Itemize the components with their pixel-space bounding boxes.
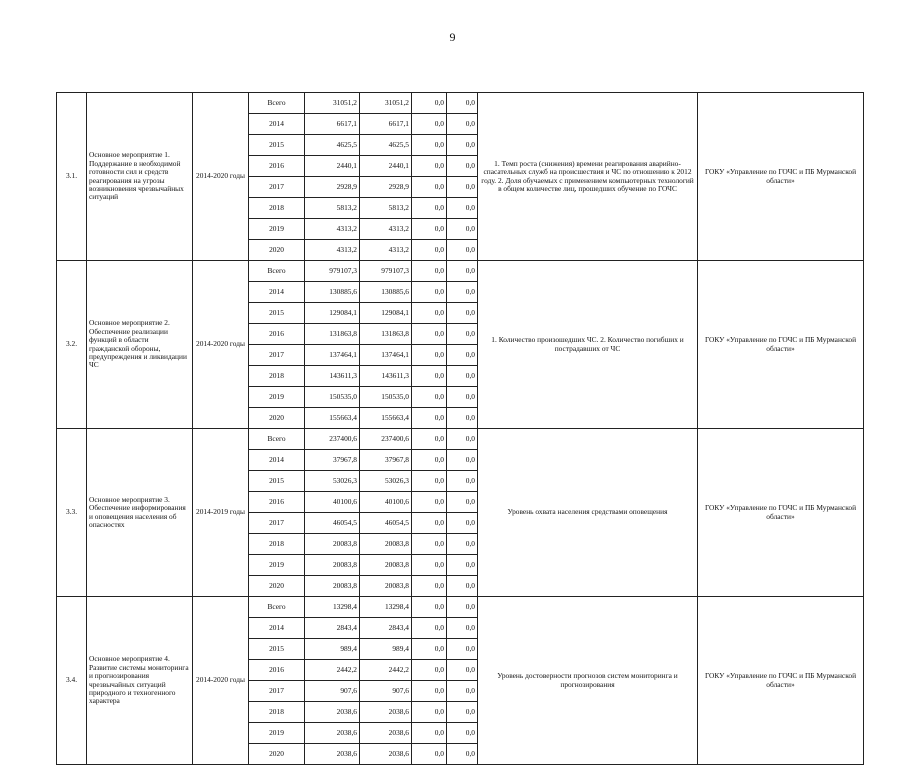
other-sources-cell: 0,0: [447, 534, 478, 555]
year-cell: 2020: [249, 240, 305, 261]
total-value-cell: 2038,6: [305, 744, 360, 765]
total-value-cell: 143611,3: [305, 366, 360, 387]
table-row: [57, 261, 864, 282]
other-sources-cell: 0,0: [447, 114, 478, 135]
federal-budget-cell: 0,0: [412, 261, 447, 282]
year-cell: Всего: [249, 429, 305, 450]
federal-budget-cell: 0,0: [412, 492, 447, 513]
other-sources-cell: 0,0: [447, 639, 478, 660]
total-value-cell: 37967,8: [305, 450, 360, 471]
other-sources-cell: 0,0: [447, 240, 478, 261]
federal-budget-cell: 0,0: [412, 639, 447, 660]
year-cell: 2014: [249, 618, 305, 639]
regional-budget-cell: 2442,2: [360, 660, 412, 681]
table-row: [57, 429, 864, 450]
activity-number: 3.3.: [57, 429, 87, 597]
federal-budget-cell: 0,0: [412, 408, 447, 429]
other-sources-cell: 0,0: [447, 471, 478, 492]
total-value-cell: 6617,1: [305, 114, 360, 135]
total-value-cell: 5813,2: [305, 198, 360, 219]
other-sources-cell: 0,0: [447, 492, 478, 513]
regional-budget-cell: 2038,6: [360, 723, 412, 744]
regional-budget-cell: 150535,0: [360, 387, 412, 408]
other-sources-cell: 0,0: [447, 660, 478, 681]
year-cell: 2017: [249, 681, 305, 702]
federal-budget-cell: 0,0: [412, 198, 447, 219]
regional-budget-cell: 2038,6: [360, 744, 412, 765]
other-sources-cell: 0,0: [447, 555, 478, 576]
federal-budget-cell: 0,0: [412, 660, 447, 681]
activity-indicators: Уровень достоверности прогнозов систем мониторинга и прогнозирования: [478, 597, 698, 765]
year-cell: 2014: [249, 450, 305, 471]
other-sources-cell: 0,0: [447, 576, 478, 597]
other-sources-cell: 0,0: [447, 408, 478, 429]
activity-executor: ГОКУ «Управление по ГОЧС и ПБ Мурманской области»: [698, 597, 864, 765]
year-cell: 2015: [249, 471, 305, 492]
activity-period: 2014-2020 годы: [193, 93, 249, 261]
year-cell: 2016: [249, 156, 305, 177]
federal-budget-cell: 0,0: [412, 345, 447, 366]
other-sources-cell: 0,0: [447, 177, 478, 198]
activity-name: Основное мероприятие 2. Обеспечение реализации функций в области гражданской обороны, предупреждения и ликвидации ЧС: [87, 261, 193, 429]
regional-budget-cell: 130885,6: [360, 282, 412, 303]
regional-budget-cell: 6617,1: [360, 114, 412, 135]
total-value-cell: 150535,0: [305, 387, 360, 408]
other-sources-cell: 0,0: [447, 93, 478, 114]
regional-budget-cell: 20083,8: [360, 576, 412, 597]
year-cell: Всего: [249, 597, 305, 618]
year-cell: 2017: [249, 345, 305, 366]
other-sources-cell: 0,0: [447, 156, 478, 177]
activity-executor: ГОКУ «Управление по ГОЧС и ПБ Мурманской области»: [698, 429, 864, 597]
total-value-cell: 137464,1: [305, 345, 360, 366]
activity-indicators: Уровень охвата населения средствами оповещения: [478, 429, 698, 597]
federal-budget-cell: 0,0: [412, 513, 447, 534]
regional-budget-cell: 53026,3: [360, 471, 412, 492]
regional-budget-cell: 155663,4: [360, 408, 412, 429]
year-cell: 2016: [249, 660, 305, 681]
federal-budget-cell: 0,0: [412, 387, 447, 408]
federal-budget-cell: 0,0: [412, 681, 447, 702]
regional-budget-cell: 40100,6: [360, 492, 412, 513]
federal-budget-cell: 0,0: [412, 366, 447, 387]
federal-budget-cell: 0,0: [412, 93, 447, 114]
total-value-cell: 40100,6: [305, 492, 360, 513]
other-sources-cell: 0,0: [447, 282, 478, 303]
year-cell: 2015: [249, 135, 305, 156]
other-sources-cell: 0,0: [447, 198, 478, 219]
year-cell: 2019: [249, 387, 305, 408]
regional-budget-cell: 4313,2: [360, 240, 412, 261]
total-value-cell: 155663,4: [305, 408, 360, 429]
total-value-cell: 979107,3: [305, 261, 360, 282]
federal-budget-cell: 0,0: [412, 135, 447, 156]
total-value-cell: 20083,8: [305, 576, 360, 597]
activity-period: 2014-2019 годы: [193, 429, 249, 597]
regional-budget-cell: 20083,8: [360, 555, 412, 576]
regional-budget-cell: 2440,1: [360, 156, 412, 177]
total-value-cell: 2843,4: [305, 618, 360, 639]
total-value-cell: 53026,3: [305, 471, 360, 492]
federal-budget-cell: 0,0: [412, 576, 447, 597]
federal-budget-cell: 0,0: [412, 282, 447, 303]
year-cell: 2019: [249, 723, 305, 744]
other-sources-cell: 0,0: [447, 366, 478, 387]
total-value-cell: 4313,2: [305, 219, 360, 240]
year-cell: 2018: [249, 702, 305, 723]
activity-executor: ГОКУ «Управление по ГОЧС и ПБ Мурманской области»: [698, 93, 864, 261]
total-value-cell: 129084,1: [305, 303, 360, 324]
regional-budget-cell: 979107,3: [360, 261, 412, 282]
activity-name: Основное мероприятие 4. Развитие системы мониторинга и прогнозирования чрезвычайных ситуаций природного и техногенного характера: [87, 597, 193, 765]
federal-budget-cell: 0,0: [412, 471, 447, 492]
year-cell: 2020: [249, 744, 305, 765]
federal-budget-cell: 0,0: [412, 177, 447, 198]
other-sources-cell: 0,0: [447, 345, 478, 366]
regional-budget-cell: 2928,9: [360, 177, 412, 198]
activity-number: 3.1.: [57, 93, 87, 261]
other-sources-cell: 0,0: [447, 744, 478, 765]
other-sources-cell: 0,0: [447, 681, 478, 702]
table-row: [57, 93, 864, 114]
federal-budget-cell: 0,0: [412, 324, 447, 345]
regional-budget-cell: 131863,8: [360, 324, 412, 345]
other-sources-cell: 0,0: [447, 513, 478, 534]
other-sources-cell: 0,0: [447, 618, 478, 639]
program-activities-table: [56, 92, 864, 765]
regional-budget-cell: 5813,2: [360, 198, 412, 219]
total-value-cell: 2038,6: [305, 702, 360, 723]
federal-budget-cell: 0,0: [412, 450, 447, 471]
federal-budget-cell: 0,0: [412, 744, 447, 765]
regional-budget-cell: 237400,6: [360, 429, 412, 450]
total-value-cell: 20083,8: [305, 555, 360, 576]
regional-budget-cell: 31051,2: [360, 93, 412, 114]
year-cell: 2017: [249, 177, 305, 198]
other-sources-cell: 0,0: [447, 450, 478, 471]
activity-number: 3.2.: [57, 261, 87, 429]
year-cell: 2018: [249, 198, 305, 219]
total-value-cell: 989,4: [305, 639, 360, 660]
total-value-cell: 237400,6: [305, 429, 360, 450]
total-value-cell: 20083,8: [305, 534, 360, 555]
other-sources-cell: 0,0: [447, 219, 478, 240]
total-value-cell: 2442,2: [305, 660, 360, 681]
regional-budget-cell: 37967,8: [360, 450, 412, 471]
regional-budget-cell: 20083,8: [360, 534, 412, 555]
year-cell: Всего: [249, 261, 305, 282]
federal-budget-cell: 0,0: [412, 702, 447, 723]
other-sources-cell: 0,0: [447, 387, 478, 408]
regional-budget-cell: 4625,5: [360, 135, 412, 156]
total-value-cell: 31051,2: [305, 93, 360, 114]
table-row: [57, 597, 864, 618]
year-cell: 2018: [249, 534, 305, 555]
year-cell: 2019: [249, 555, 305, 576]
year-cell: 2020: [249, 408, 305, 429]
other-sources-cell: 0,0: [447, 597, 478, 618]
other-sources-cell: 0,0: [447, 702, 478, 723]
regional-budget-cell: 137464,1: [360, 345, 412, 366]
total-value-cell: 2928,9: [305, 177, 360, 198]
federal-budget-cell: 0,0: [412, 618, 447, 639]
year-cell: 2015: [249, 303, 305, 324]
other-sources-cell: 0,0: [447, 135, 478, 156]
other-sources-cell: 0,0: [447, 261, 478, 282]
total-value-cell: 4625,5: [305, 135, 360, 156]
federal-budget-cell: 0,0: [412, 303, 447, 324]
federal-budget-cell: 0,0: [412, 240, 447, 261]
activity-name: Основное мероприятие 3. Обеспечение информирования и оповещения населения об опасностях: [87, 429, 193, 597]
total-value-cell: 907,6: [305, 681, 360, 702]
total-value-cell: 131863,8: [305, 324, 360, 345]
year-cell: 2020: [249, 576, 305, 597]
regional-budget-cell: 2038,6: [360, 702, 412, 723]
total-value-cell: 46054,5: [305, 513, 360, 534]
activity-period: 2014-2020 годы: [193, 261, 249, 429]
regional-budget-cell: 4313,2: [360, 219, 412, 240]
regional-budget-cell: 46054,5: [360, 513, 412, 534]
federal-budget-cell: 0,0: [412, 597, 447, 618]
year-cell: 2016: [249, 492, 305, 513]
regional-budget-cell: 129084,1: [360, 303, 412, 324]
activity-period: 2014-2020 годы: [193, 597, 249, 765]
other-sources-cell: 0,0: [447, 303, 478, 324]
total-value-cell: 4313,2: [305, 240, 360, 261]
activity-number: 3.4.: [57, 597, 87, 765]
year-cell: Всего: [249, 93, 305, 114]
total-value-cell: 2038,6: [305, 723, 360, 744]
regional-budget-cell: 143611,3: [360, 366, 412, 387]
regional-budget-cell: 13298,4: [360, 597, 412, 618]
federal-budget-cell: 0,0: [412, 723, 447, 744]
regional-budget-cell: 989,4: [360, 639, 412, 660]
activity-indicators: 1. Темп роста (снижения) времени реагирования аварийно-спасательных служб на происшествия и ЧС по отношению к 2012 году. 2. Доля обучаемых с применением компьютерных технологий в общем количестве лиц, прошедших обучение по ГОЧС: [478, 93, 698, 261]
regional-budget-cell: 2843,4: [360, 618, 412, 639]
federal-budget-cell: 0,0: [412, 219, 447, 240]
federal-budget-cell: 0,0: [412, 114, 447, 135]
total-value-cell: 130885,6: [305, 282, 360, 303]
activity-name: Основное мероприятие 1. Поддержание в необходимой готовности сил и средств реагирования на угрозы возникновения чрезвычайных ситуаций: [87, 93, 193, 261]
federal-budget-cell: 0,0: [412, 534, 447, 555]
page-number: 9: [449, 30, 456, 44]
year-cell: 2015: [249, 639, 305, 660]
regional-budget-cell: 907,6: [360, 681, 412, 702]
year-cell: 2014: [249, 114, 305, 135]
federal-budget-cell: 0,0: [412, 555, 447, 576]
other-sources-cell: 0,0: [447, 429, 478, 450]
federal-budget-cell: 0,0: [412, 429, 447, 450]
year-cell: 2014: [249, 282, 305, 303]
year-cell: 2018: [249, 366, 305, 387]
activity-executor: ГОКУ «Управление по ГОЧС и ПБ Мурманской области»: [698, 261, 864, 429]
year-cell: 2019: [249, 219, 305, 240]
total-value-cell: 2440,1: [305, 156, 360, 177]
activity-indicators: 1. Количество произошедших ЧС. 2. Количество погибших и пострадавших от ЧС: [478, 261, 698, 429]
other-sources-cell: 0,0: [447, 723, 478, 744]
year-cell: 2017: [249, 513, 305, 534]
federal-budget-cell: 0,0: [412, 156, 447, 177]
year-cell: 2016: [249, 324, 305, 345]
total-value-cell: 13298,4: [305, 597, 360, 618]
other-sources-cell: 0,0: [447, 324, 478, 345]
